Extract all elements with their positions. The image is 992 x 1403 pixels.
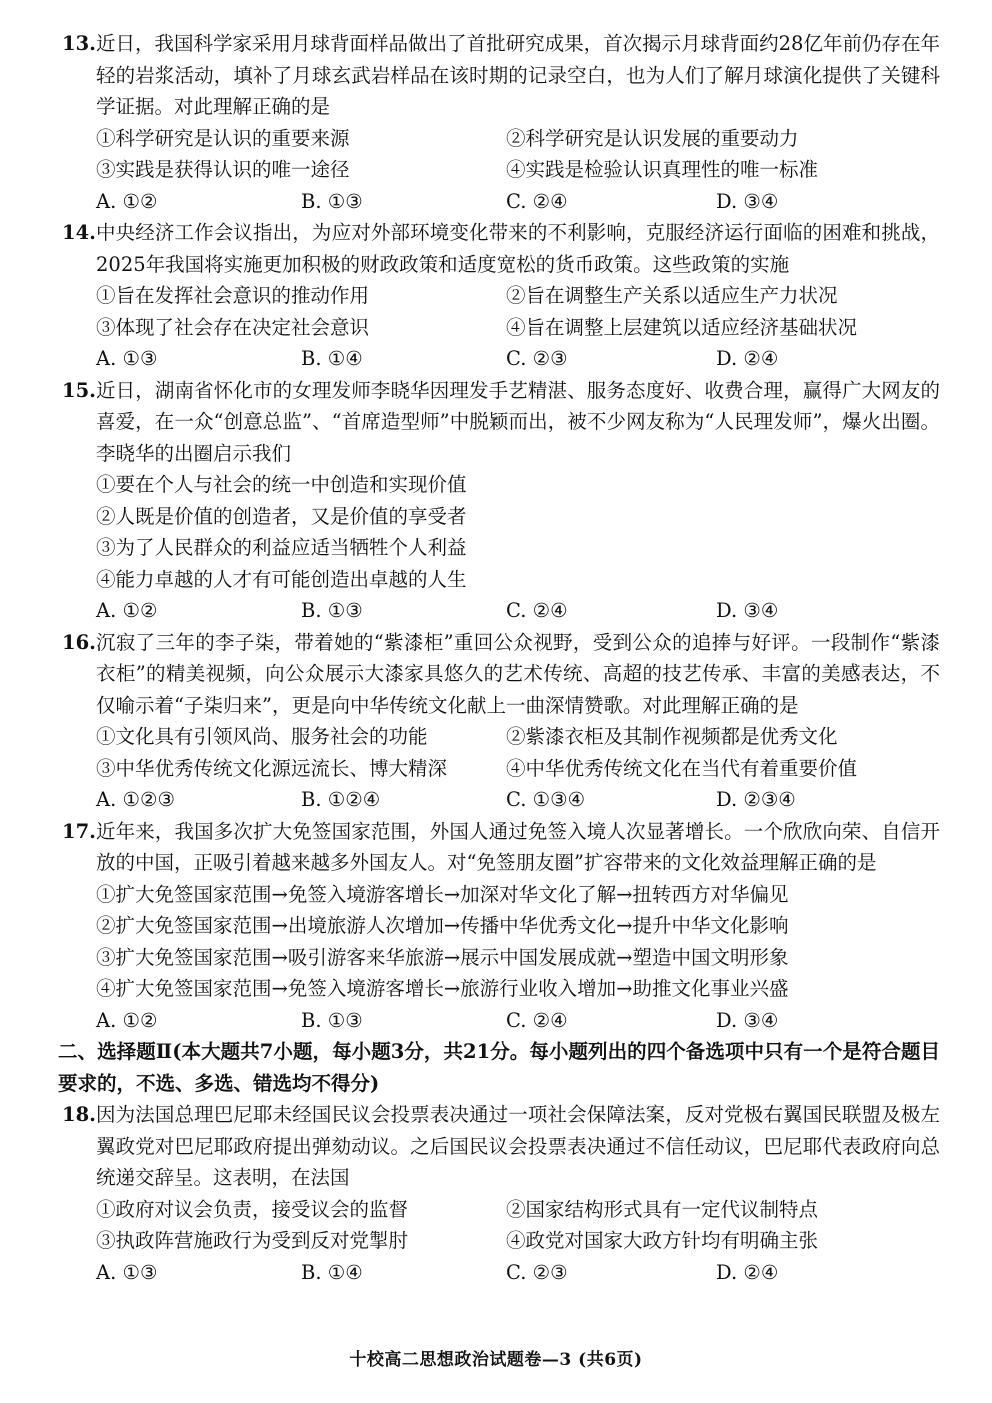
answer-choice-a: A. ①② — [96, 189, 158, 213]
question-stem — [62, 627, 940, 722]
answer-choices — [62, 343, 940, 375]
answer-choice-c: C. ②④ — [506, 599, 568, 622]
statement-option: ④旨在调整上层建筑以适应经济基础状况 — [506, 315, 858, 339]
question-number: 13. — [62, 32, 96, 55]
answer-choices — [62, 595, 940, 627]
question-number: 15. — [62, 378, 96, 402]
answer-choice-b: B. ①③ — [301, 1008, 363, 1032]
answer-choice-c: C. ②④ — [506, 189, 568, 213]
question-number: 14. — [62, 221, 96, 244]
answer-choice-d: D. ②④ — [716, 347, 779, 370]
statement-option: ④政党对国家大政方针均有明确主张 — [506, 1229, 819, 1252]
page-footer: 十校高二思想政治试题卷—3 (共6页) — [349, 1350, 643, 1370]
question-text: 中央经济工作会议指出，为应对外部环境变化带来的不利影响，克服经济运行面临的困难和挑战，2025年我国将实施更加积极的财政政策和适度宽松的货币政策。这些政策的实施 — [96, 221, 940, 276]
answer-choices — [62, 1005, 940, 1037]
answer-choice-d: D. ③④ — [716, 1008, 779, 1032]
question-text: 沉寂了三年的李子柒，带着她的“紫漆柜”重回公众视野，受到公众的追捧与好评。一段制作“紫漆衣柜”的精美视频，向公众展示大漆家具悠久的艺术传统、高超的技艺传承、丰富的美感表达，不仅喻示着“子柒归来”，更是向中华传统文化献上一曲深情赞歌。对此理解正确的是 — [96, 630, 940, 717]
answer-choice-a: A. ①② — [96, 599, 158, 622]
statement-option: ①文化具有引领风尚、服务社会的功能 — [96, 725, 428, 748]
statement-option: ②科学研究是认识发展的重要动力 — [506, 126, 799, 150]
statement-option: ③扩大免签国家范围→吸引游客来华旅游→展示中国发展成就→塑造中国文明形象 — [96, 945, 789, 969]
question-stem — [62, 375, 940, 470]
question-text: 近年来，我国多次扩大免签国家范围，外国人通过免签入境人次显著增长。一个欣欣向荣、自信开放的中国，正吸引着越来越多外国友人。对“免签朋友圈”扩容带来的文化效益理解正确的是 — [96, 819, 940, 874]
question-text: 近日，湖南省怀化市的女理发师李晓华因理发手艺精湛、服务态度好、收费合理，赢得广大网友的喜爱，在一众“创意总监”、“首席造型师”中脱颖而出，被不少网友称为“人民理发师”，爆火出圈。李晓华的出圈启示我们 — [96, 378, 940, 465]
question-number: 16. — [62, 630, 96, 654]
section-heading: 二、选择题Ⅱ(本大题共7小题，每小题3分，共21分。每小题列出的四个备选项中只有一个是符合题目要求的，不选、多选、错选均不得分) — [58, 1040, 940, 1095]
question-18 — [62, 1099, 940, 1288]
statement-option: ③体现了社会存在决定社会意识 — [96, 315, 370, 339]
statement-option: ①扩大免签国家范围→免签入境游客增长→加深对华文化了解→扭转西方对华偏见 — [96, 882, 789, 906]
statement-option: ③为了人民群众的利益应适当牺牲个人利益 — [96, 536, 467, 559]
question-stem — [62, 28, 940, 123]
question-stem — [62, 1099, 940, 1194]
answer-choices — [62, 1257, 940, 1289]
statement-options — [62, 469, 940, 595]
answer-choice-a: A. ①② — [96, 1008, 158, 1032]
answer-choice-a: A. ①③ — [96, 347, 158, 370]
statement-options — [62, 721, 940, 784]
statement-options — [62, 879, 940, 1005]
statement-option: ③执政阵营施政行为受到反对党掣肘 — [96, 1229, 409, 1252]
answer-choice-d: D. ③④ — [716, 189, 779, 213]
answer-choice-b: B. ①③ — [301, 189, 363, 213]
statement-option: ③中华优秀传统文化源远流长、博大精深 — [96, 756, 448, 780]
statement-option: ①政府对议会负责，接受议会的监督 — [96, 1197, 409, 1221]
statement-options — [62, 280, 940, 343]
question-stem — [62, 217, 940, 280]
statement-options — [62, 1194, 940, 1257]
statement-option: ②扩大免签国家范围→出境旅游人次增加→传播中华优秀文化→提升中华文化影响 — [96, 914, 789, 937]
question-17 — [62, 816, 940, 1037]
statement-option: ④能力卓越的人才有可能创造出卓越的人生 — [96, 567, 467, 591]
answer-choice-c: C. ②④ — [506, 1008, 568, 1032]
answer-choice-d: D. ③④ — [716, 599, 779, 622]
answer-choices — [62, 784, 940, 816]
question-14 — [62, 217, 940, 375]
answer-choice-d: D. ②④ — [716, 1260, 779, 1284]
question-16 — [62, 627, 940, 816]
question-text: 近日，我国科学家采用月球背面样品做出了首批研究成果，首次揭示月球背面约28亿年前仍存在年轻的岩浆活动，填补了月球玄武岩样品在该时期的记录空白，也为人们了解月球演化提供了关键科学证据。对此理解正确的是 — [96, 32, 940, 118]
statement-option: ①旨在发挥社会意识的推动作用 — [96, 284, 370, 307]
answer-choice-d: D. ②③④ — [716, 788, 796, 811]
question-stem — [62, 816, 940, 879]
statement-option: ③实践是获得认识的唯一途径 — [96, 158, 350, 181]
answer-choice-b: B. ①④ — [301, 1260, 363, 1284]
question-number: 18. — [62, 1103, 96, 1126]
answer-choice-a: A. ①②③ — [96, 788, 175, 811]
answer-choice-c: C. ①③④ — [506, 788, 586, 811]
statement-option: ②人既是价值的创造者，又是价值的享受者 — [96, 504, 467, 528]
statement-option: ②国家结构形式具有一定代议制特点 — [506, 1197, 819, 1221]
question-number: 17. — [62, 819, 96, 843]
statement-option: ②旨在调整生产关系以适应生产力状况 — [506, 284, 838, 307]
answer-choice-b: B. ①④ — [301, 347, 363, 370]
answer-choices — [62, 186, 940, 218]
statement-option: ①要在个人与社会的统一中创造和实现价值 — [96, 473, 467, 496]
question-text: 因为法国总理巴尼耶未经国民议会投票表决通过一项社会保障法案，反对党极右翼国民联盟及极左翼政党对巴尼耶政府提出弹劾动议。之后国民议会投票表决通过不信任动议，巴尼耶代表政府向总统递交辞呈。这表明，在法国 — [96, 1103, 940, 1189]
statement-option: ①科学研究是认识的重要来源 — [96, 126, 350, 150]
answer-choice-a: A. ①③ — [96, 1260, 158, 1284]
statement-option: ②紫漆衣柜及其制作视频都是优秀文化 — [506, 725, 838, 748]
question-13 — [62, 28, 940, 217]
statement-option: ④中华优秀传统文化在当代有着重要价值 — [506, 756, 858, 780]
answer-choice-c: C. ②③ — [506, 347, 568, 370]
statement-option: ④实践是检验认识真理性的唯一标准 — [506, 158, 819, 181]
question-15 — [62, 375, 940, 627]
answer-choice-c: C. ②③ — [506, 1260, 568, 1284]
statement-options — [62, 123, 940, 186]
answer-choice-b: B. ①②④ — [301, 788, 381, 811]
statement-option: ④扩大免签国家范围→免签入境游客增长→旅游行业收入增加→助推文化事业兴盛 — [96, 977, 789, 1000]
answer-choice-b: B. ①③ — [301, 599, 363, 622]
